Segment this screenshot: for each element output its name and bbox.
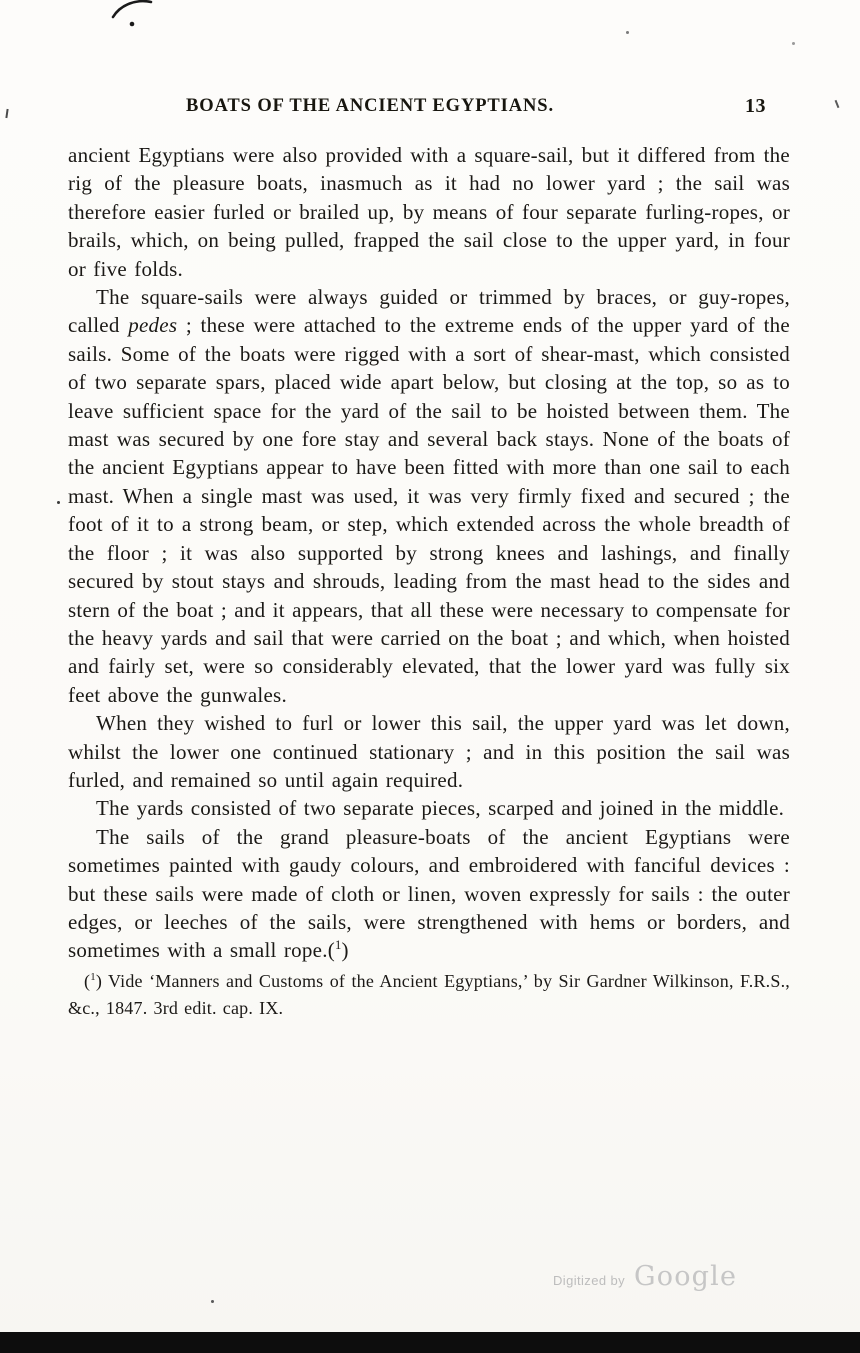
scan-speck [626,31,629,34]
paragraph [68,823,790,965]
text-run: ancient Egyptians were also provided with a square-sail, but it differed from the rig of the pleasure boats, inasmuch as it had no lower yard ; the sail was therefore easier furled or brailed up, by means of four separate furling-ropes, or brails, which, on being pulled, frapped the sail close to the upper yard, in four or five folds. [68,143,790,281]
page-body [68,141,790,965]
paragraph [68,794,790,822]
pen-mark-icon [104,0,156,32]
text-run: The sails of the grand pleasure-boats of the ancient Egyptians were sometimes painted with gaudy colours, and embroidered with fanciful devices : but these sails were made of cloth or linen, woven expressly for sails : the outer edges, or leeches of the sails, were strengthened with hems or borders, and sometimes with a small rope.( [68,824,790,963]
text-run: When they wished to furl or lower this sail, the upper yard was let down, whilst the lower one continued stationary ; and in this position the sail was furled, and remained so until again required. [68,711,790,792]
watermark [553,1261,737,1292]
text-run: The yards consisted of two separate pieces, scarped and joined in the middle. [96,796,785,821]
footnote-ref: 1 [90,970,96,983]
footnote [68,968,790,1023]
running-title: BOATS OF THE ANCIENT EGYPTIANS. [185,96,554,116]
text-run: The square-sails were always guided or trimmed by braces, or guy-ropes, called [68,285,790,338]
text-block [68,141,790,1023]
margin-mark [835,100,840,108]
text-run: ) [341,938,349,963]
paragraph [68,283,790,709]
paragraph [68,709,790,794]
scan-speck [792,42,795,45]
page-number: 13 [745,95,766,117]
digitized-by-label: Digitized by [553,1273,625,1288]
text-run: ) Vide ‘Manners and Customs of the Ancient Egyptians,’ by Sir Gardner Wilkinson, F.R.S., &c., 1847. 3rd edit. cap. IX. [68,970,790,1019]
footnote-ref: 1 [334,938,342,953]
scan-edge-bar [0,1332,860,1353]
margin-mark [5,109,8,118]
paragraph [68,141,790,283]
italic-text: pedes [128,313,178,338]
scan-speck [57,501,60,504]
text-run: ; these were attached to the extreme ends of the upper yard of the sails. Some of the boats were rigged with a sort of shear-mast, which consisted of two separate spars, placed wide apart below, but closing at the top, so as to leave sufficient space for the yard of the sail to be hoisted between them. The mast was secured by one fore stay and several back stays. None of the boats of the ancient Egyptians appear to have been fitted with more than one sail to each mast. When a single mast was used, it was very firmly fixed and secured ; the foot of it to a strong beam, or step, which extended across the whole breadth of the floor ; it was also supported by strong knees and lashings, and finally secured by stout stays and shrouds, leading from the mast head to the sides and stern of the boat ; and it appears, that all these were necessary to compensate for the heavy yards and sail that were carried on the boat ; and which, when hoisted and fairly set, were so considerably elevated, that the lower yard was fully six feet above the gunwales. [68,313,790,707]
text-run: ( [84,970,91,991]
google-logo: Google [634,1261,738,1292]
scan-speck [211,1300,214,1303]
page-header [68,96,790,122]
